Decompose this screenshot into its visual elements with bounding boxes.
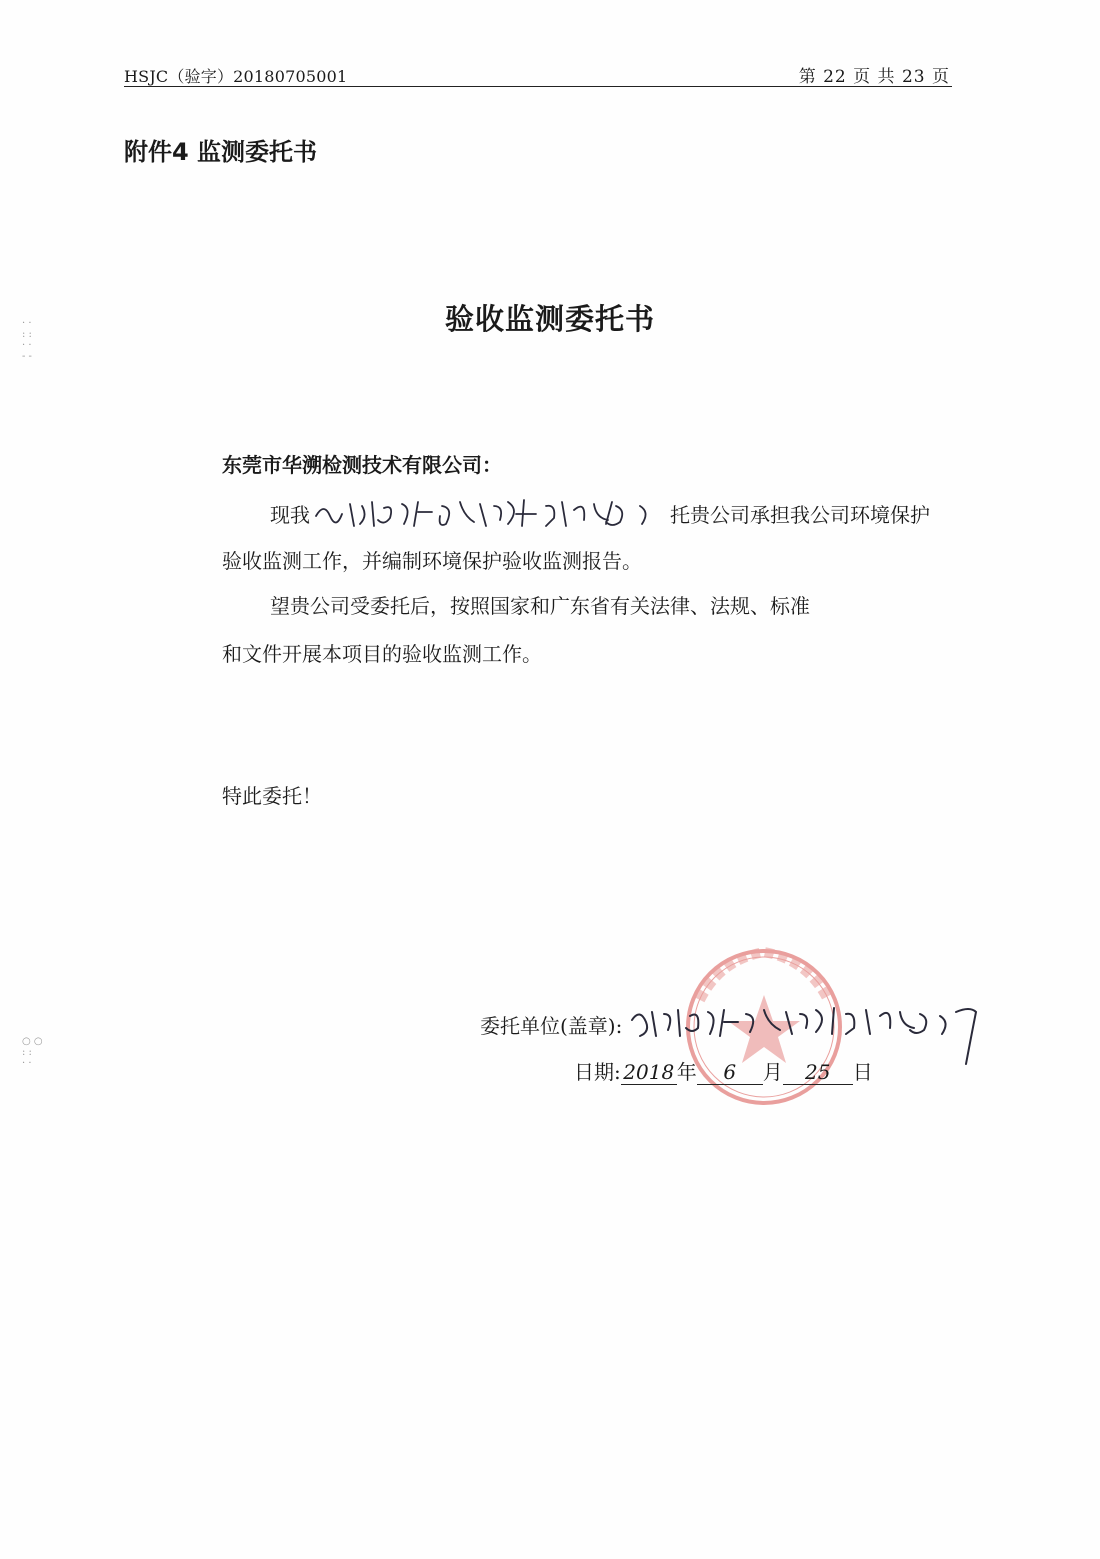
p1-suffix: 托贵公司承担我公司环境保护: [670, 503, 930, 527]
month-unit: 月: [762, 1060, 783, 1084]
scan-margin-marks-bottom: ○ ○ : : · ·: [22, 1036, 43, 1069]
date-label: 日期:: [574, 1060, 621, 1084]
date-year-field: [621, 1060, 677, 1085]
p1-prefix: 现我: [270, 503, 310, 527]
paragraph-2-line-2: 和文件开展本项目的验收监测工作。: [222, 642, 542, 666]
closing-remark: 特此委托！: [222, 784, 322, 808]
date-line: [574, 1056, 873, 1085]
date-month-field: [697, 1060, 763, 1085]
scan-margin-marks-top: · · : : · · - -: [22, 318, 32, 362]
paragraph-1-line-2: 验收监测工作，并编制环境保护验收监测报告。: [222, 549, 642, 573]
date-year-value: 2018: [623, 1060, 675, 1084]
attachment-heading: 附件4 监测委托书: [124, 138, 318, 166]
client-label: 委托单位(盖章):: [480, 1014, 623, 1038]
addressee: 东莞市华溯检测技术有限公司：: [222, 453, 502, 477]
date-day-field: [783, 1060, 853, 1085]
document-number: HSJC（验字）20180705001: [124, 67, 348, 86]
day-unit: 日: [852, 1060, 873, 1084]
paragraph-2-line-1: 望贵公司受委托后，按照国家和广东省有关法律、法规、标准: [270, 594, 810, 618]
date-day-value: 25: [805, 1060, 831, 1084]
page-indicator: 第 22 页 共 23 页: [798, 67, 950, 87]
date-month-value: 6: [723, 1060, 737, 1084]
year-unit: 年: [676, 1060, 697, 1084]
document-title: 验收监测委托书: [444, 302, 655, 336]
